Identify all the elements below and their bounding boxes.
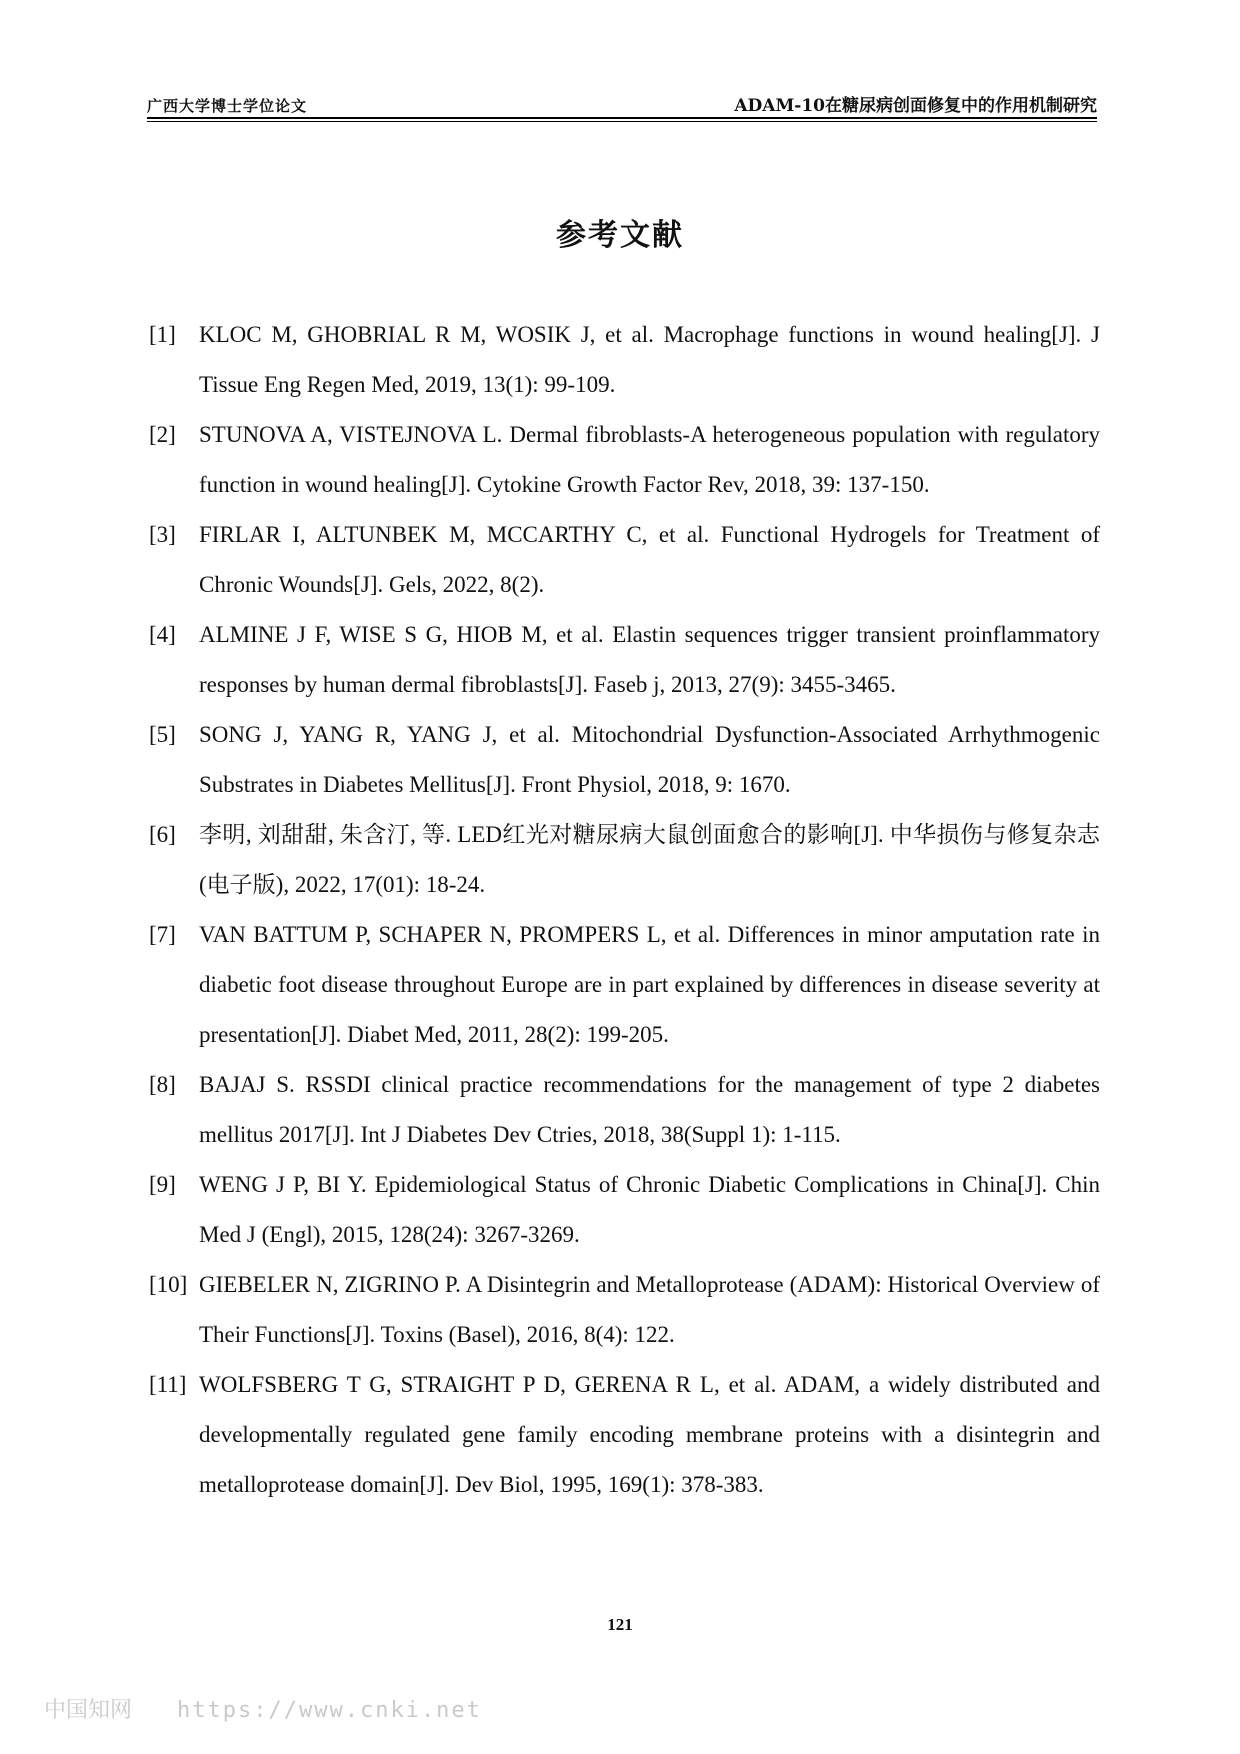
running-header [147,86,1097,116]
reference-text: GIEBELER N, ZIGRINO P. A Disintegrin and Metalloprotease (ADAM): Historical Overview of Their Functions[J]. Toxins (Basel), 2016, 8(4): 122. [199,1272,1100,1347]
header-rule [147,117,1097,122]
reference-text: FIRLAR I, ALTUNBEK M, MCCARTHY C, et al. Functional Hydrogels for Treatment of Chronic Wounds[J]. Gels, 2022, 8(2). [199,522,1100,597]
reference-item [149,410,1100,510]
reference-number: [1] [149,322,176,347]
reference-number: [10] [149,1272,188,1297]
header-thesis-type: 广西大学博士学位论文 [147,97,308,115]
reference-item [149,1160,1100,1260]
reference-item [149,1060,1100,1160]
reference-number: [7] [149,922,176,947]
reference-text: ALMINE J F, WISE S G, HIOB M, et al. Elastin sequences trigger transient proinflammatory responses by human dermal fibroblasts[J]. Faseb j, 2013, 27(9): 3455-3465. [199,622,1100,697]
reference-list [149,310,1100,1510]
reference-number: [9] [149,1172,176,1197]
reference-text: VAN BATTUM P, SCHAPER N, PROMPERS L, et al. Differences in minor amputation rate in diabetic foot disease throughout Europe are in part explained by differences in disease severity at presentation[J]. Diabet Med, 2011, 28(2): 199-205. [199,922,1100,1047]
reference-number: [6] [149,822,176,847]
reference-item [149,610,1100,710]
reference-number: [3] [149,522,176,547]
reference-text: SONG J, YANG R, YANG J, et al. Mitochondrial Dysfunction-Associated Arrhythmogenic Substrates in Diabetes Mellitus[J]. Front Physiol, 2018, 9: 1670. [199,722,1100,797]
reference-number: [11] [149,1372,187,1397]
header-thesis-title: ADAM-10在糖尿病创面修复中的作用机制研究 [734,96,1097,116]
cnki-watermark [44,1693,482,1724]
reference-number: [5] [149,722,176,747]
page-number: 121 [607,1615,633,1634]
reference-number: [4] [149,622,176,647]
reference-text: STUNOVA A, VISTEJNOVA L. Dermal fibroblasts-A heterogeneous population with regulatory function in wound healing[J]. Cytokine Growth Factor Rev, 2018, 39: 137-150. [199,422,1100,497]
reference-item [149,310,1100,410]
reference-item [149,1360,1100,1510]
reference-number: [8] [149,1072,176,1097]
watermark-url: https://www.cnki.net [177,1698,482,1723]
reference-text: KLOC M, GHOBRIAL R M, WOSIK J, et al. Macrophage functions in wound healing[J]. J Tissue Eng Regen Med, 2019, 13(1): 99-109. [199,322,1100,397]
watermark-brand: 中国知网 [44,1698,133,1723]
reference-number: [2] [149,422,176,447]
reference-item [149,710,1100,810]
reference-item [149,1260,1100,1360]
reference-text: 李明, 刘甜甜, 朱含汀, 等. LED红光对糖尿病大鼠创面愈合的影响[J]. 中华损伤与修复杂志(电子版), 2022, 17(01): 18-24. [199,822,1100,897]
reference-item [149,810,1100,910]
reference-item [149,910,1100,1060]
reference-text: BAJAJ S. RSSDI clinical practice recommendations for the management of type 2 diabetes mellitus 2017[J]. Int J Diabetes Dev Ctries, 2018, 38(Suppl 1): 1-115. [199,1072,1100,1147]
reference-text: WOLFSBERG T G, STRAIGHT P D, GERENA R L, et al. ADAM, a widely distributed and developmentally regulated gene family encoding membrane proteins with a disintegrin and metalloprotease domain[J]. Dev Biol, 1995, 169(1): 378-383. [199,1372,1100,1497]
reference-text: WENG J P, BI Y. Epidemiological Status of Chronic Diabetic Complications in China[J]. Chin Med J (Engl), 2015, 128(24): 3267-3269. [199,1172,1100,1247]
reference-item [149,510,1100,610]
page-title: 参考文献 [556,218,684,253]
